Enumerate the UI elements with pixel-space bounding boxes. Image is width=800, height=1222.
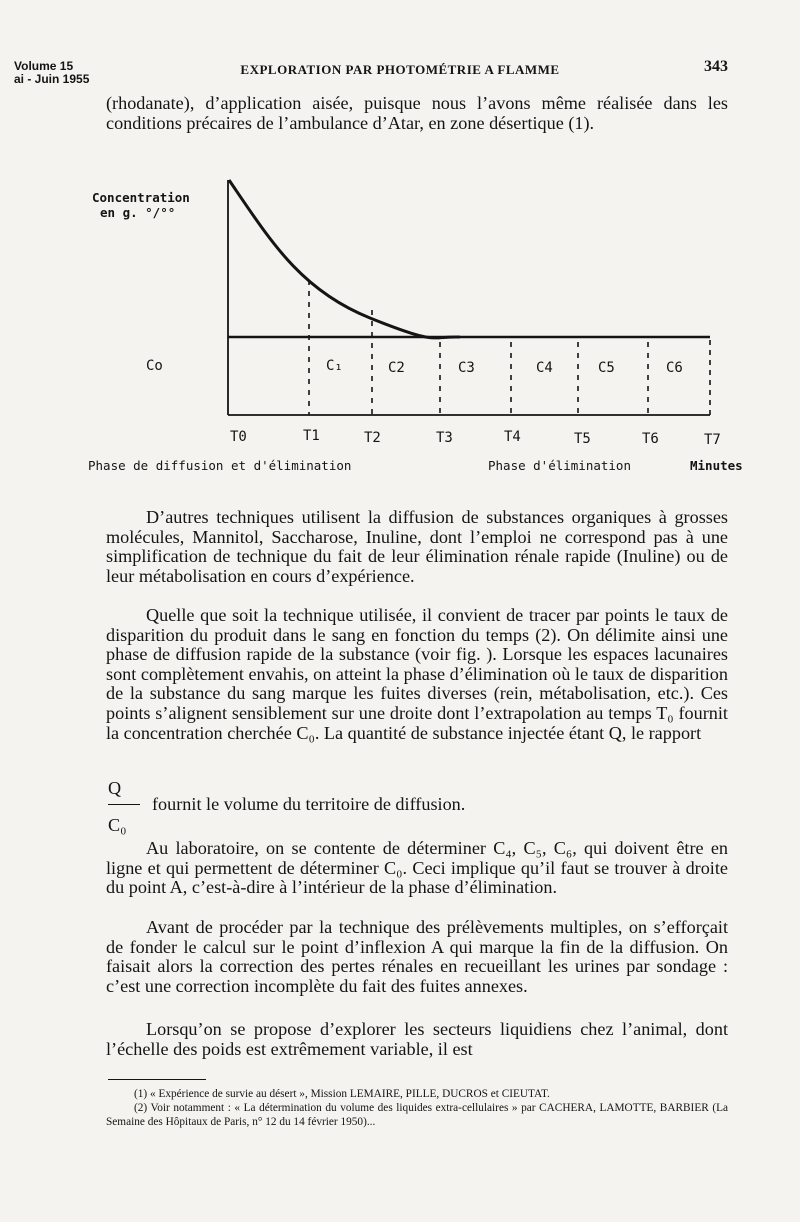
- c3-label: C3: [458, 360, 475, 376]
- fraction-text: fournit le volume du territoire de diffusion.: [152, 794, 466, 814]
- volume-number: Volume 15: [14, 59, 74, 73]
- paragraph-technique: Quelle que soit la technique utilisée, il convient de tracer par points le taux de disparition du produit dans le sang en fonction du temps (2). On délimite ainsi une phase de diffusion rapide de la substance (voir fig. ). Lorsque les espaces lacunaires sont complètement envahis, on atteint la phase d’élimination où le taux de disparition de la substance du sang marque les fuites diverses (rein, métabolisation, etc.). Ces points s’alignent sensiblement sur une droite dont l’extrapolation au temps T₀ fournit la concentration cherchée C₀. La quantité de substance injectée étant Q, le rapport: [106, 605, 728, 743]
- c1-label: C₁: [326, 358, 343, 374]
- footnote-1: (1) « Expérience de survie au désert », Mission LEMAIRE, PILLE, DUCROS et CIEUTAT.: [134, 1088, 550, 1100]
- c6-label: C6: [666, 360, 683, 376]
- t6-label: T6: [642, 431, 659, 447]
- t0-label: T0: [230, 429, 247, 445]
- t2-label: T2: [364, 430, 381, 446]
- figure-ylabel-line2: en g. °/°°: [100, 205, 176, 220]
- t1-label: T1: [303, 428, 320, 444]
- c5-label: C5: [598, 360, 615, 376]
- figure-ylabel-line1: Concentration: [92, 190, 190, 205]
- fraction-bar: [108, 804, 140, 805]
- paragraph-laboratory: Au laboratoire, on se contente de déterminer C₄, C₅, C₆, qui doivent être en ligne et qui permettent de déterminer C₀. Ceci implique qu’il faut se trouver à droite du point A, c’est-à-dire à l’intérieur de la phase d’élimination.: [106, 838, 728, 898]
- t5-label: T5: [574, 431, 591, 447]
- footnote-rule: [108, 1079, 206, 1080]
- t3-label: T3: [436, 430, 453, 446]
- diffusion-curve: [229, 180, 460, 338]
- issue-date: ai - Juin 1955: [14, 72, 90, 86]
- footnote-2: (2) Voir notamment : « La détermination du volume des liquides extra-cellulaires » par CACHERA, LAMOTTE, BARBIER (La Semaine des Hôpitaux de Paris, n° 12 du 14 février 1950)...: [106, 1102, 728, 1128]
- t7-label: T7: [704, 432, 721, 448]
- c0-label: Co: [146, 358, 163, 374]
- concentration-time-figure: [0, 170, 800, 473]
- paragraph-animal: Lorsqu’on se propose d’explorer les secteurs liquidiens chez l’animal, dont l’échelle des poids est extrêmement variable, il est: [106, 1019, 728, 1059]
- c2-label: C2: [388, 360, 405, 376]
- fraction-denominator: C₀: [108, 815, 127, 835]
- c4-label: C4: [536, 360, 553, 376]
- paragraph-multiple-samples: Avant de procéder par la technique des prélèvements multiples, on s’efforçait de fonder le calcul sur le point d’inflexion A qui marque la fin de la diffusion. On faisait alors la correction des pertes rénales en recueillant les urines par sondage : c’est une correction incomplète du fait des fuites annexes.: [106, 917, 728, 996]
- fraction-numerator: Q: [108, 778, 122, 798]
- running-title: EXPLORATION PAR PHOTOMÉTRIE A FLAMME: [240, 62, 560, 77]
- paragraph-rhodanate: (rhodanate), d’application aisée, puisque nous l’avons même réalisée dans les conditions précaires de l’ambulance d’Atar, en zone désertique (1).: [106, 93, 728, 133]
- t4-label: T4: [504, 429, 521, 445]
- phase-elimination-label: Phase d'élimination: [488, 458, 631, 473]
- phase-diffusion-label: Phase de diffusion et d'élimination: [88, 458, 352, 473]
- minutes-label: Minutes: [690, 458, 743, 473]
- page-number: 343: [704, 58, 728, 75]
- paragraph-organic-substances: D’autres techniques utilisent la diffusion de substances organiques à grosses molécules, Mannitol, Saccharose, Inuline, dont l’emploi ne correspond pas à une simplification de technique du fait de leur élimination rénale rapide (Inuline) ou de leur métabolisation en cours d’expérience.: [106, 507, 728, 586]
